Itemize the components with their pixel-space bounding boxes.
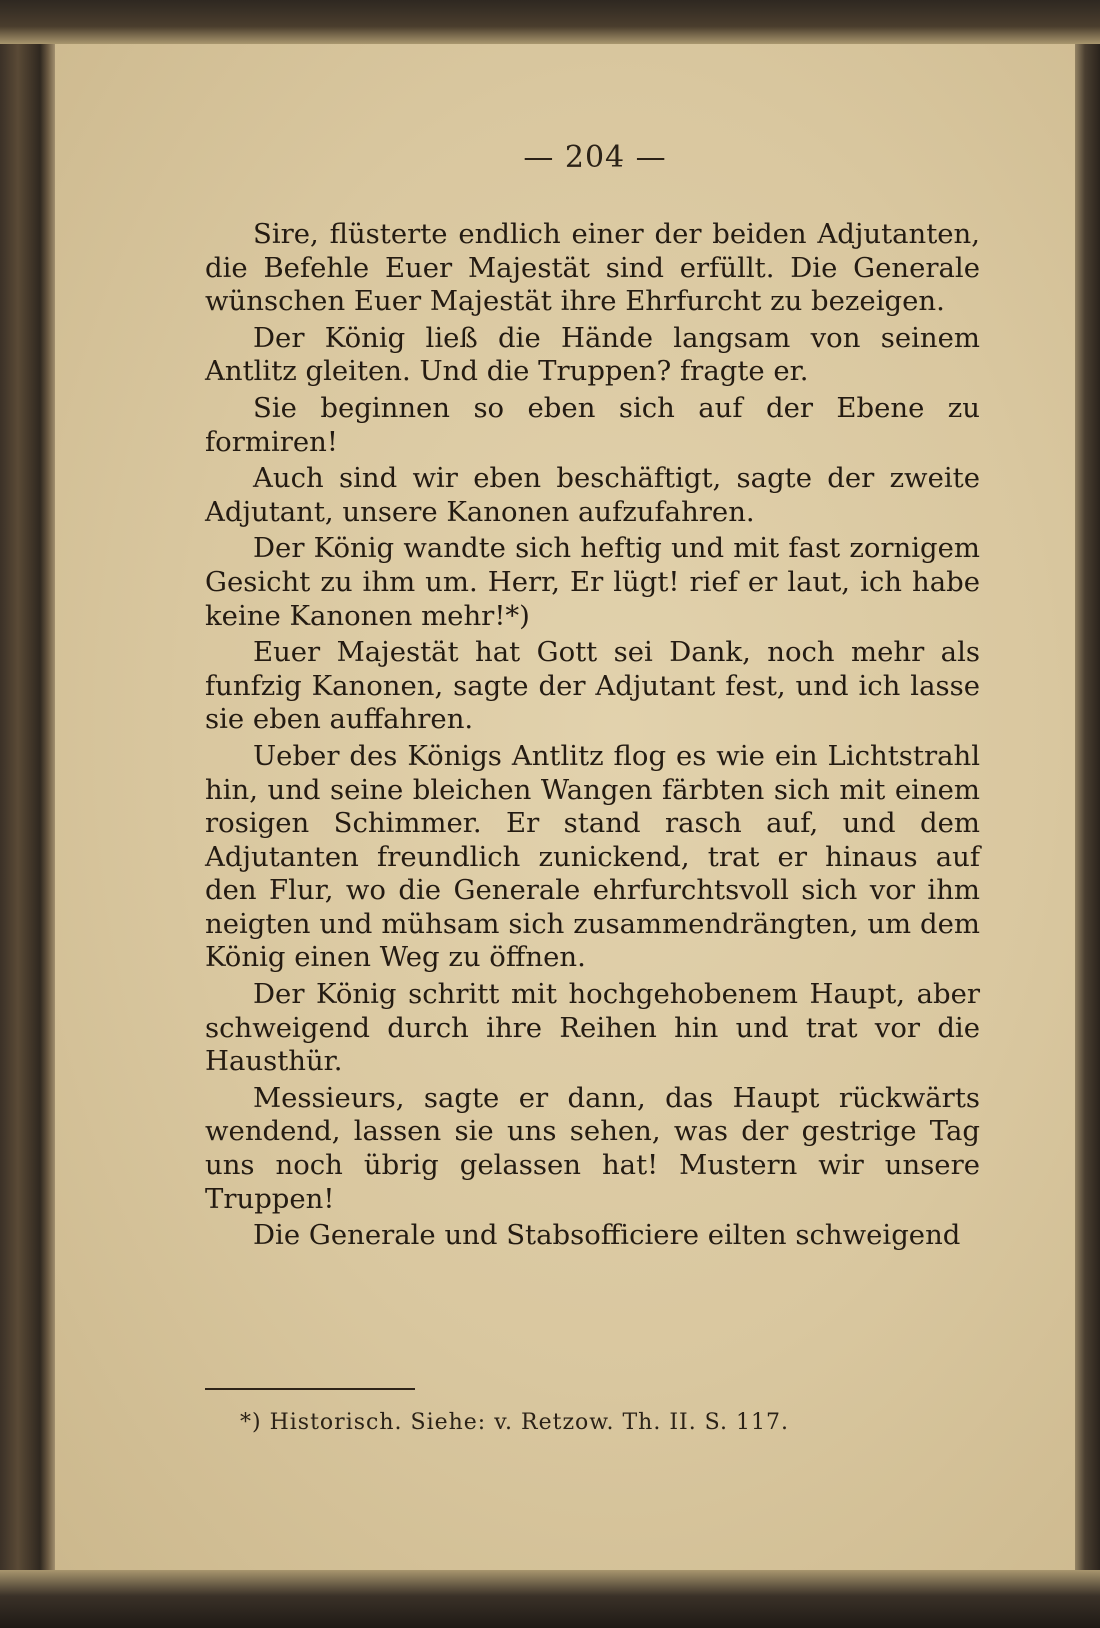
paragraph: Der König schritt mit hochgehobenem Haupt, aber schweigend durch ihre Reihen hin und trat vor die Hausthür.: [205, 978, 980, 1078]
page-number: — 204 —: [523, 140, 667, 175]
paragraph: Auch sind wir eben beschäftigt, sagte der zweite Adjutant, unsere Kanonen aufzufahren.: [205, 462, 980, 528]
body-text: [205, 218, 980, 1253]
paragraph: Der König ließ die Hände langsam von seinem Antlitz gleiten. Und die Truppen? fragte er.: [205, 321, 980, 388]
book-top-edge: [0, 0, 1100, 44]
paragraph: Euer Majestät hat Gott sei Dank, noch mehr als funfzig Kanonen, sagte der Adjutant fest, und ich lasse sie eben auffahren.: [205, 636, 980, 736]
footnote: *) Historisch. Siehe: v. Retzow. Th. II. S. 117.: [240, 1410, 789, 1435]
paragraph: Sie beginnen so eben sich auf der Ebene zu formiren!: [205, 391, 980, 458]
book-bottom-edge: [0, 1570, 1100, 1628]
paragraph: Ueber des Königs Antlitz flog es wie ein Lichtstrahl hin, und seine bleichen Wangen färbten sich mit einem rosigen Schimmer. Er stand rasch auf, und dem Adjutanten freundlich zunickend, trat er hinaus auf den Flur, wo die Generale ehrfurchtsvoll sich vor ihm neigten und mühsam sich zusammendrängten, um dem König einen Weg zu öffnen.: [205, 739, 980, 974]
paragraph: Die Generale und Stabsofficiere eilten schweigend: [253, 1219, 961, 1252]
paragraph: Sire, flüsterte endlich einer der beiden Adjutanten, die Befehle Euer Majestät sind erfüllt. Die Generale wünschen Euer Majestät ihre Ehrfurcht zu bezeigen.: [205, 218, 980, 318]
paragraph: Messieurs, sagte er dann, das Haupt rückwärts wendend, lassen sie uns sehen, was der gestrige Tag uns noch übrig gelassen hat! Mustern wir unsere Truppen!: [205, 1081, 980, 1215]
footnote-divider: [205, 1388, 415, 1390]
paragraph: Der König wandte sich heftig und mit fast zornigem Gesicht zu ihm um. Herr, Er lügt! rief er laut, ich habe keine Kanonen mehr!*): [205, 532, 980, 632]
